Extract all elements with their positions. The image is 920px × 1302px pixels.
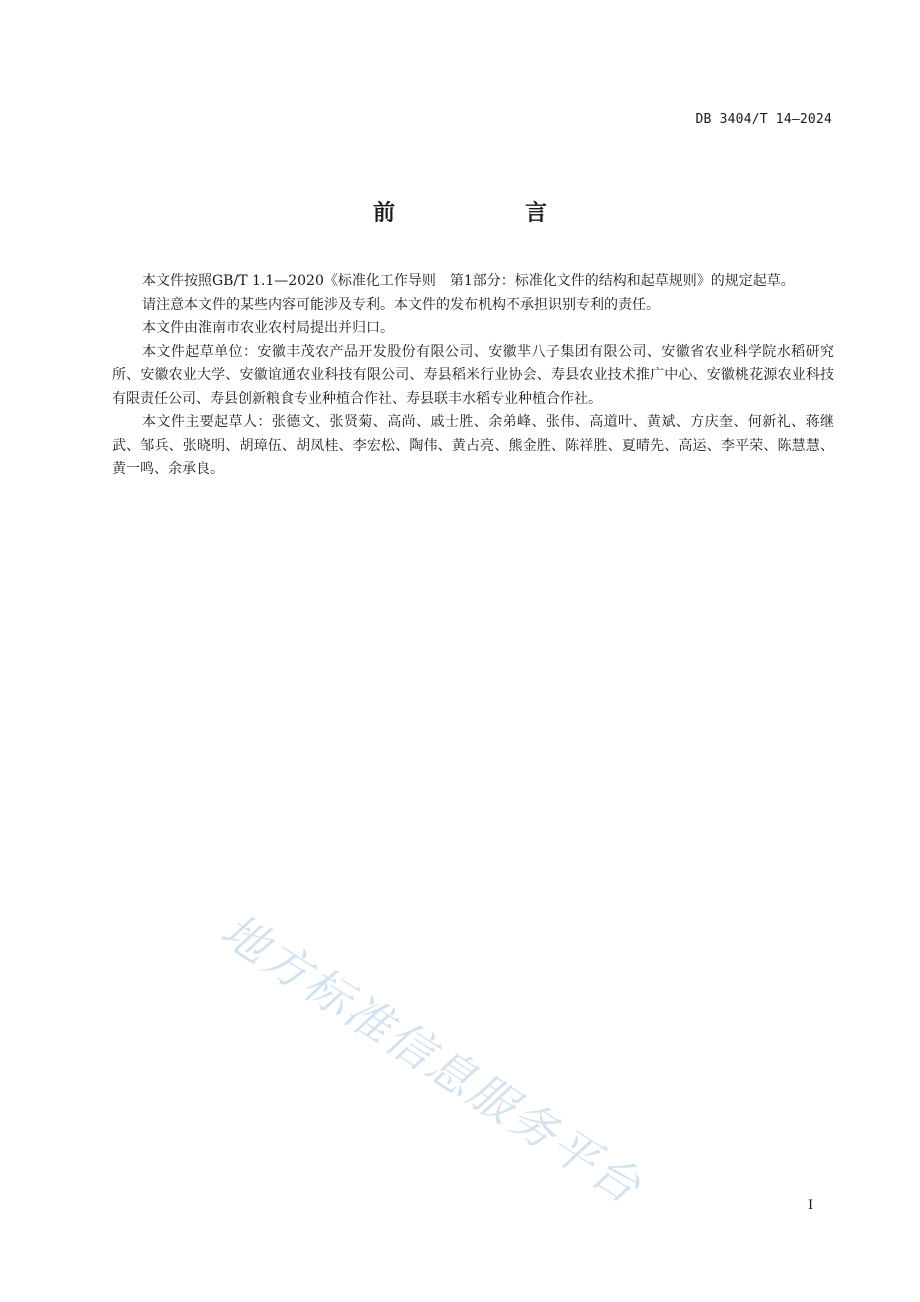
preface-body: [112, 270, 834, 482]
page-number: I: [808, 1198, 814, 1213]
paragraph-drafting-basis: 本文件按照GB/T 1.1—2020《标准化工作导则 第1部分：标准化文件的结构和起草规则》的规定起草。: [142, 273, 795, 289]
paragraph-drafters: 本文件主要起草人：张德文、张贤菊、高尚、戚士胜、余弟峰、张伟、高道叶、黄斌、方庆奎、何新礼、蒋继武、邹兵、张晓明、胡璋伍、胡凤桂、李宏松、陶伟、黄占亮、熊金胜、陈祥胜、夏晴先、高运、李平荣、陈慧慧、黄一鸣、余承良。: [112, 414, 834, 477]
watermark: 地方标准信息服务平台: [211, 902, 653, 1216]
paragraph-proposer: 本文件由淮南市农业农村局提出并归口。: [142, 320, 394, 336]
document-code: DB 3404/T 14—2024: [695, 112, 832, 127]
page-title: 前 言: [372, 201, 601, 226]
paragraph-drafting-units: 本文件起草单位：安徽丰茂农产品开发股份有限公司、安徽芈八子集团有限公司、安徽省农业科学院水稻研究所、安徽农业大学、安徽谊通农业科技有限公司、寿县稻米行业协会、寿县农业技术推广中心、安徽桃花源农业科技有限责任公司、寿县创新粮食专业种植合作社、寿县联丰水稻专业种植合作社。: [112, 343, 834, 407]
paragraph-patent-notice: 请注意本文件的某些内容可能涉及专利。本文件的发布机构不承担识别专利的责任。: [142, 296, 660, 313]
